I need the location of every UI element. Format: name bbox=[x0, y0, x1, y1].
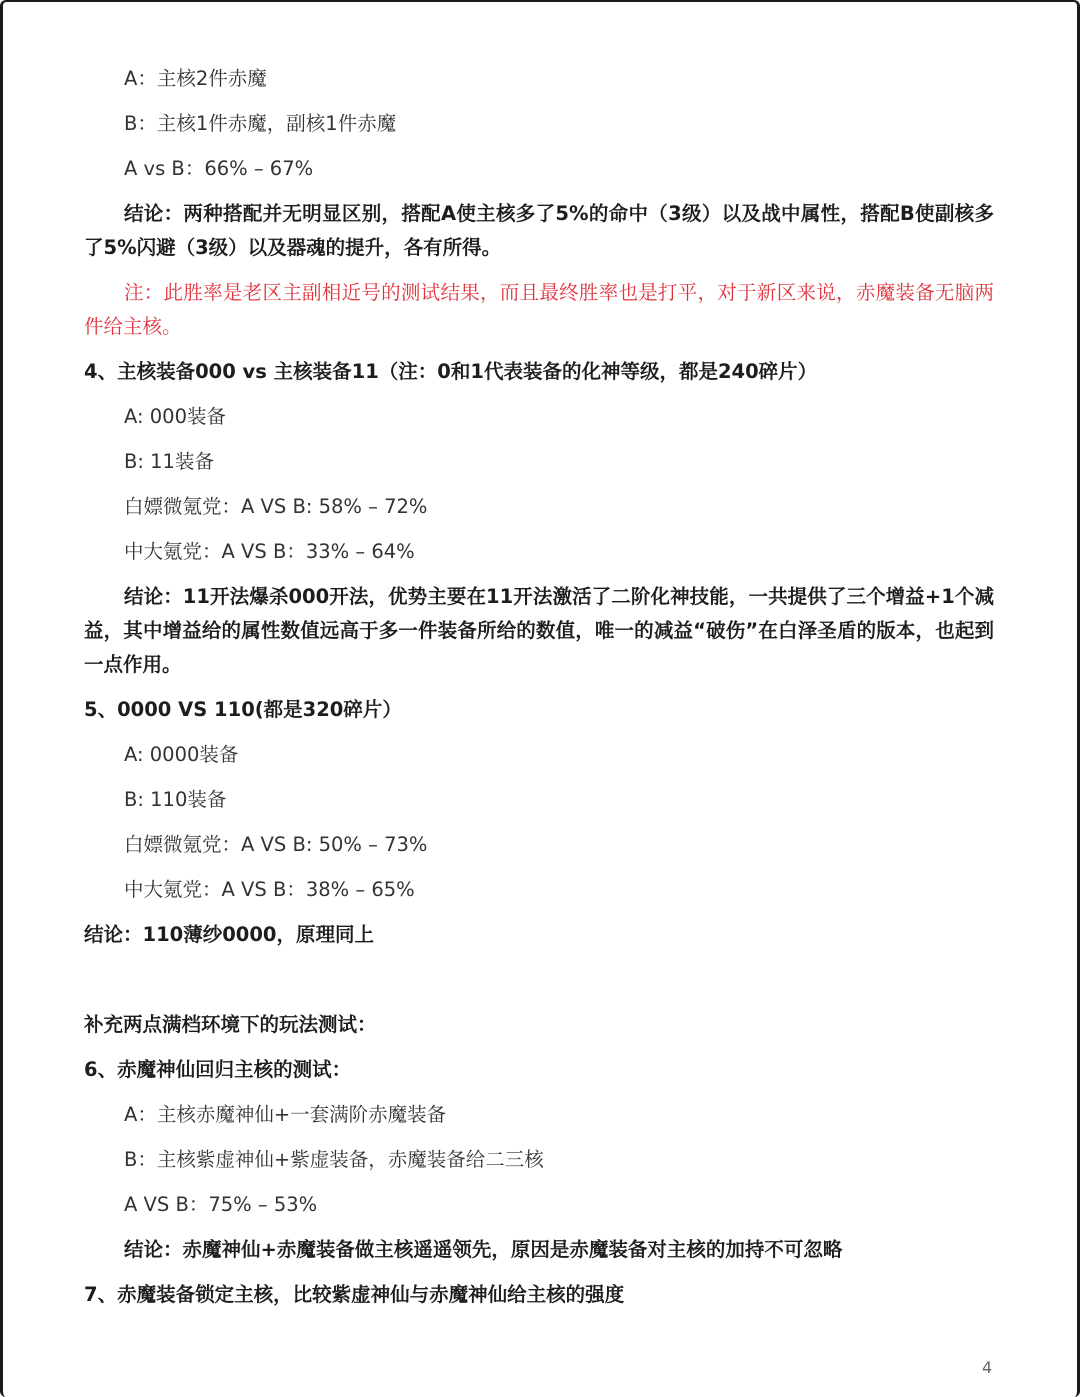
s3-conclusion: 结论：两种搭配并无明显区别，搭配A使主核多了5%的命中（3级）以及战中属性，搭配B使副核多了5%闪避（3级）以及器魂的提升，各有所得。 bbox=[84, 202, 994, 259]
s6-option-a: A：主核赤魔神仙+一套满阶赤魔装备 bbox=[124, 1103, 447, 1126]
s4-result-1: 白嫖微氪党：A VS B: 58% – 72% bbox=[124, 495, 428, 518]
s3-option-b: B：主核1件赤魔，副核1件赤魔 bbox=[124, 112, 397, 135]
s5-result-1: 白嫖微氪党：A VS B: 50% – 73% bbox=[124, 833, 428, 856]
s3-vs-result: A vs B：66% – 67% bbox=[124, 157, 314, 180]
s7-heading: 7、赤魔装备锁定主核，比较紫虚神仙与赤魔神仙给主核的强度 bbox=[84, 1283, 625, 1306]
s4-option-a: A: 000装备 bbox=[124, 405, 226, 428]
s4-heading: 4、主核装备000 vs 主核装备11（注：0和1代表装备的化神等级，都是240碎片） bbox=[84, 360, 818, 383]
document-body bbox=[84, 62, 994, 1323]
section-spacer bbox=[84, 963, 994, 1008]
s5-heading: 5、0000 VS 110(都是320碎片） bbox=[84, 698, 402, 721]
s4-option-b: B: 11装备 bbox=[124, 450, 214, 473]
s5-result-2: 中大氪党：A VS B：38% – 65% bbox=[124, 878, 415, 901]
s6-conclusion: 结论：赤魔神仙+赤魔装备做主核遥遥领先，原因是赤魔装备对主核的加持不可忽略 bbox=[124, 1238, 843, 1261]
s5-option-a: A: 0000装备 bbox=[124, 743, 239, 766]
s6-option-b: B：主核紫虚神仙+紫虚装备，赤魔装备给二三核 bbox=[124, 1148, 544, 1171]
page-number: 4 bbox=[982, 1358, 993, 1377]
s3-note: 注：此胜率是老区主副相近号的测试结果，而且最终胜率也是打平，对于新区来说，赤魔装备无脑两件给主核。 bbox=[84, 281, 994, 338]
supplement-heading: 补充两点满档环境下的玩法测试： bbox=[84, 1013, 377, 1036]
s5-option-b: B: 110装备 bbox=[124, 788, 227, 811]
s6-heading: 6、赤魔神仙回归主核的测试： bbox=[84, 1058, 352, 1081]
s4-conclusion: 结论：11开法爆杀000开法，优势主要在11开法激活了二阶化神技能，一共提供了三个增益+1个减益，其中增益给的属性数值远高于多一件装备所给的数值，唯一的减益“破伤”在白泽圣盾的版本，也起到一点作用。 bbox=[84, 585, 994, 676]
s6-vs-result: A VS B：75% – 53% bbox=[124, 1193, 318, 1216]
s5-conclusion: 结论：110薄纱0000，原理同上 bbox=[84, 923, 374, 946]
s3-option-a: A：主核2件赤魔 bbox=[124, 67, 267, 90]
s4-result-2: 中大氪党：A VS B：33% – 64% bbox=[124, 540, 415, 563]
